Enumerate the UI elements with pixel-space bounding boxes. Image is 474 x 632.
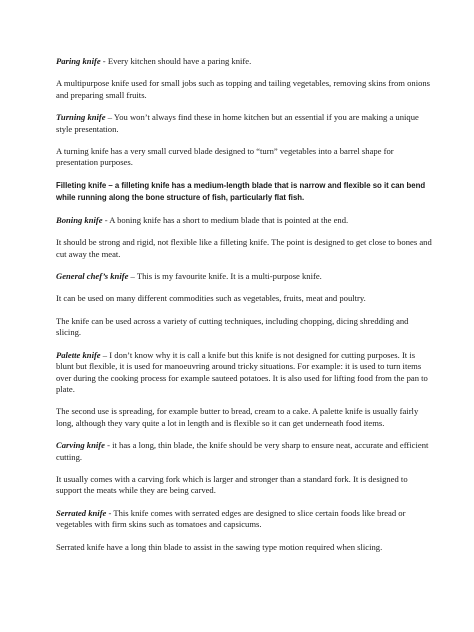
term-general-chefs-knife: General chef’s knife bbox=[56, 271, 129, 282]
paragraph-text: – You won’t always find these in home kitchen but an essential if you are making a unique style presentation. bbox=[56, 112, 419, 134]
term-carving-knife: Carving knife bbox=[56, 440, 105, 451]
paragraph-palette-knife bbox=[56, 350, 434, 396]
paragraph-chefs-knife-techniques bbox=[56, 316, 434, 339]
paragraph-general-chefs-knife bbox=[56, 271, 434, 282]
term-serrated-knife: Serrated knife bbox=[56, 507, 107, 518]
paragraph-serrated-knife-detail bbox=[56, 542, 434, 553]
paragraph-palette-knife-detail bbox=[56, 406, 434, 429]
paragraph-filleting-knife bbox=[56, 180, 434, 204]
paragraph-text: It usually comes with a carving fork which is larger and stronger than a standard fork. It is designed to support the meats while they are being carved. bbox=[56, 473, 408, 496]
paragraph-turning-knife bbox=[56, 112, 434, 135]
term-paring-knife: Paring knife bbox=[56, 56, 101, 66]
paragraph-chefs-knife-uses bbox=[56, 293, 434, 304]
term-boning-knife: Boning knife bbox=[56, 214, 103, 225]
paragraph-text: - it has a long, thin blade, the knife should be very sharp to ensure neat, accurate and efficient cutting. bbox=[56, 440, 429, 462]
paragraph-boning-knife bbox=[56, 215, 434, 226]
paragraph-turning-knife-detail bbox=[56, 146, 434, 169]
paragraph-text: - A boning knife has a short to medium blade that is pointed at the end. bbox=[102, 214, 349, 225]
paragraph-text: The knife can be used across a variety of cutting techniques, including chopping, dicing shredding and slicing. bbox=[56, 315, 409, 338]
paragraph-text: A multipurpose knife used for small jobs such as topping and tailing vegetables, removing skins from onions and preparing small fruits. bbox=[56, 78, 431, 100]
term-turning-knife: Turning knife bbox=[56, 112, 106, 123]
paragraph-paring-knife bbox=[56, 56, 434, 67]
paragraph-text: Filleting knife – a filleting knife has a medium-length blade that is narrow and flexible so it can bend while running along the bone structure of fish, particularly flat fish. bbox=[56, 180, 426, 202]
paragraph-text: It should be strong and rigid, not flexible like a filleting knife. The point is designed to get close to bones and cut away the meat. bbox=[56, 237, 432, 259]
paragraph-carving-knife-detail bbox=[56, 474, 434, 497]
paragraph-text: Serrated knife have a long thin blade to assist in the sawing type motion required when slicing. bbox=[56, 541, 383, 552]
term-palette-knife: Palette knife bbox=[56, 349, 101, 360]
paragraph-text: – I don’t know why it is call a knife but this knife is not designed for cutting purposes. It is blunt but flexible, it is used for manoeuvring around tricky situations. For example: it is used to turn items over during the cooking process for example sauteed potatoes. It is also used for lifting food from the pan to plate. bbox=[56, 349, 428, 394]
paragraph-text: It can be used on many different commodities such as vegetables, fruits, meat and poultry. bbox=[56, 293, 366, 304]
paragraph-carving-knife bbox=[56, 440, 434, 463]
paragraph-serrated-knife bbox=[56, 508, 434, 531]
paragraph-text: - Every kitchen should have a paring knife. bbox=[100, 56, 252, 66]
paragraph-paring-knife-detail bbox=[56, 78, 434, 101]
paragraph-text: – This is my favourite knife. It is a multi-purpose knife. bbox=[128, 271, 322, 282]
paragraph-text: The second use is spreading, for example butter to bread, cream to a cake. A palette knife is usually fairly long, although they vary quite a lot in length and is flexible so it can get underneath food items. bbox=[56, 406, 419, 428]
paragraph-boning-knife-detail bbox=[56, 237, 434, 260]
paragraph-text: - This knife comes with serrated edges are designed to slice certain foods like bread or vegetables with firm skins such as tomatoes and capsicums. bbox=[56, 507, 406, 530]
paragraph-text: A turning knife has a very small curved blade designed to “turn” vegetables into a barrel shape for presentation purposes. bbox=[56, 146, 394, 168]
